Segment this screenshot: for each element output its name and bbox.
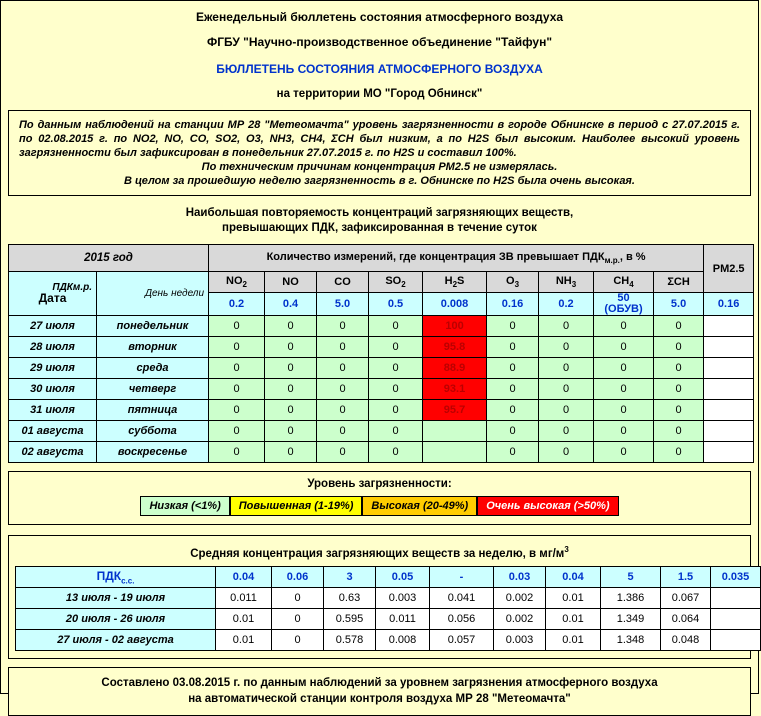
table2-title: Средняя концентрация загрязняющих веществ за неделю, в $мг/м^3$ xyxy=(190,545,569,560)
cell-o3: 0 xyxy=(487,337,539,358)
cell-co: 0 xyxy=(317,337,369,358)
cell-h2s: 93.1 xyxy=(423,379,487,400)
cell-h2s: 100 xyxy=(423,316,487,337)
cell-o3: 0.002 xyxy=(494,587,546,608)
pdk-value-pm25: 0.16 xyxy=(704,293,754,316)
intro-box xyxy=(8,110,751,196)
page-title: БЮЛЛЕТЕНЬ СОСТОЯНИЯ АТМОСФЕРНОГО ВОЗДУХА xyxy=(216,62,543,76)
pdk-value-no: 0.4 xyxy=(265,293,317,316)
row-date: 27 июля xyxy=(9,316,97,337)
cell-no2: 0 xyxy=(209,421,265,442)
cell-nh3: 0 xyxy=(539,379,594,400)
date-header-cell xyxy=(9,272,97,316)
cell-no: 0 xyxy=(265,421,317,442)
cell-no2: 0 xyxy=(209,337,265,358)
cell-nh3: 0 xyxy=(539,421,594,442)
cell-co: 0 xyxy=(317,358,369,379)
legend-items xyxy=(9,496,750,516)
row-date: 30 июля xyxy=(9,379,97,400)
table-row xyxy=(9,379,754,400)
cell-no2: 0.01 xyxy=(216,608,272,629)
cell-sch: 0 xyxy=(654,337,704,358)
row-period: 27 июля - 02 августа xyxy=(16,629,216,650)
table-row xyxy=(16,608,761,629)
cell-nh3: 0 xyxy=(539,358,594,379)
legend-item-high: Высокая (20-49%) xyxy=(362,496,477,516)
cell-co: 0 xyxy=(317,316,369,337)
cell-ch4: 0 xyxy=(594,337,654,358)
cell-no: 0 xyxy=(265,400,317,421)
cell-ch4: 0 xyxy=(594,316,654,337)
dayweek-header-cell xyxy=(97,272,209,316)
cell-pm25 xyxy=(711,629,761,650)
col-header-ch4: $CH_4$ xyxy=(594,272,654,293)
cell-pm25 xyxy=(704,421,754,442)
col-header-sch: ΣCH xyxy=(654,272,704,293)
row-day: четверг xyxy=(97,379,209,400)
subtitle-line-1: Наибольшая повторяемость концентраций загрязняющих веществ, xyxy=(185,207,574,219)
intro-paragraph-1: По данным наблюдений на станции МР 28 "Метеомачта" уровень загрязненности в городе Обнинске в период с 27.07.2015 г. по 02.08.2015 г. по NO2, NO, CO, SO2, O3, NH3, CH4, ΣCH был низким, а по H2S был высоким. Наиболее высокий уровень загрязненности был зафиксирован в понедельник 27.07.2015 г. по H2S и составил 100%. xyxy=(19,119,740,159)
cell-o3: 0 xyxy=(487,400,539,421)
date-label: Дата xyxy=(38,291,67,305)
document-header xyxy=(1,1,758,100)
col-header-no: NO xyxy=(265,272,317,293)
avg-pdk-sch: 1.5 xyxy=(661,566,711,587)
cell-pm25 xyxy=(704,400,754,421)
legend-item-low: Низкая (<1%) xyxy=(140,496,229,516)
footer-line-1: Составлено 03.08.2015 г. по данным наблюдений за уровнем загрязнения атмосферного воздуха xyxy=(101,676,658,689)
cell-pm25 xyxy=(704,316,754,337)
row-date: 01 августа xyxy=(9,421,97,442)
subtitle-line-2: превышающих ПДК, зафиксированная в течение суток xyxy=(222,222,537,234)
average-concentration-section xyxy=(8,535,751,659)
row-day: воскресенье xyxy=(97,442,209,463)
cell-sch: 0 xyxy=(654,358,704,379)
cell-sch: 0 xyxy=(654,421,704,442)
cell-no2: 0 xyxy=(209,379,265,400)
row-period: 20 июля - 26 июля xyxy=(16,608,216,629)
cell-o3: 0 xyxy=(487,442,539,463)
average-concentration-table xyxy=(15,566,761,651)
cell-h2s: 0.057 xyxy=(430,629,494,650)
header-line-4: на территории МО "Город Обнинск" xyxy=(276,88,483,100)
cell-nh3: 0.01 xyxy=(546,587,601,608)
table-row xyxy=(9,358,754,379)
cell-no2: 0 xyxy=(209,442,265,463)
pdk-value-no2: 0.2 xyxy=(209,293,265,316)
pdk-value-nh3: 0.2 xyxy=(539,293,594,316)
footer-box xyxy=(8,667,751,716)
cell-ch4: 0 xyxy=(594,400,654,421)
legend-title: Уровень загрязненности: xyxy=(307,478,452,490)
cell-co: 0.595 xyxy=(324,608,376,629)
cell-pm25 xyxy=(704,358,754,379)
cell-no2: 0.01 xyxy=(216,629,272,650)
cell-co: 0.578 xyxy=(324,629,376,650)
avg-pdk-h2s: - xyxy=(430,566,494,587)
row-period: 13 июля - 19 июля xyxy=(16,587,216,608)
col-header-no2: $NO_2$ xyxy=(209,272,265,293)
cell-so2: 0 xyxy=(369,400,423,421)
avg-pdk-co: 3 xyxy=(324,566,376,587)
cell-o3: 0 xyxy=(487,316,539,337)
row-day: суббота xyxy=(97,421,209,442)
dayweek-label: День недели xyxy=(144,288,205,299)
cell-ch4: 1.349 xyxy=(601,608,661,629)
legend-box xyxy=(8,471,751,525)
cell-o3: 0.003 xyxy=(494,629,546,650)
cell-co: 0.63 xyxy=(324,587,376,608)
avg-pdk-no2: 0.04 xyxy=(216,566,272,587)
row-date: 28 июля xyxy=(9,337,97,358)
cell-co: 0 xyxy=(317,400,369,421)
cell-so2: 0 xyxy=(369,358,423,379)
table-row xyxy=(16,587,761,608)
cell-o3: 0 xyxy=(487,379,539,400)
cell-so2: 0 xyxy=(369,337,423,358)
cell-no: 0 xyxy=(265,379,317,400)
cell-nh3: 0 xyxy=(539,442,594,463)
cell-so2: 0 xyxy=(369,442,423,463)
avg-pdk-so2: 0.05 xyxy=(376,566,430,587)
col-header-pm25: PM2.5 xyxy=(704,245,754,293)
cell-pm25 xyxy=(711,608,761,629)
cell-nh3: 0.01 xyxy=(546,608,601,629)
table-row xyxy=(9,400,754,421)
row-date: 02 августа xyxy=(9,442,97,463)
table-row xyxy=(9,421,754,442)
cell-sch: 0 xyxy=(654,379,704,400)
frequency-table xyxy=(8,244,754,463)
col-header-o3: $O_3$ xyxy=(487,272,539,293)
row-day: пятница xyxy=(97,400,209,421)
cell-sch: 0.067 xyxy=(661,587,711,608)
cell-so2: 0 xyxy=(369,316,423,337)
pdk-value-so2: 0.5 xyxy=(369,293,423,316)
cell-no: 0 xyxy=(265,316,317,337)
row-date: 31 июля xyxy=(9,400,97,421)
cell-no2: 0 xyxy=(209,400,265,421)
table-row xyxy=(9,316,754,337)
avg-pdk-pm25: 0.035 xyxy=(711,566,761,587)
cell-h2s: 0.056 xyxy=(430,608,494,629)
cell-pm25 xyxy=(704,337,754,358)
cell-ch4: 1.348 xyxy=(601,629,661,650)
cell-nh3: 0.01 xyxy=(546,629,601,650)
cell-so2: 0.003 xyxy=(376,587,430,608)
cell-h2s: 95.7 xyxy=(423,400,487,421)
cell-no2: 0 xyxy=(209,358,265,379)
cell-h2s xyxy=(423,421,487,442)
cell-h2s: 0.041 xyxy=(430,587,494,608)
cell-sch: 0 xyxy=(654,400,704,421)
cell-sch: 0 xyxy=(654,316,704,337)
cell-pm25 xyxy=(704,379,754,400)
section-subtitle xyxy=(1,196,758,244)
span-header-cell: Количество измерений, где концентрация ЗВ превышает $ПДК_{м.р.}$, в % xyxy=(209,245,704,272)
cell-ch4: 0 xyxy=(594,442,654,463)
row-day: понедельник xyxy=(97,316,209,337)
cell-sch: 0 xyxy=(654,442,704,463)
row-day: среда xyxy=(97,358,209,379)
cell-no2: 0.011 xyxy=(216,587,272,608)
cell-ch4: 0 xyxy=(594,358,654,379)
cell-h2s xyxy=(423,442,487,463)
cell-h2s: 95.8 xyxy=(423,337,487,358)
avg-pdk-no: 0.06 xyxy=(272,566,324,587)
year-label-cell: 2015 год xyxy=(9,245,209,272)
cell-pm25 xyxy=(704,442,754,463)
cell-so2: 0.008 xyxy=(376,629,430,650)
intro-paragraph-2: По техническим причинам концентрация РМ2.5 не измерялась. xyxy=(201,161,558,173)
header-line-1: Еженедельный бюллетень состояния атмосферного воздуха xyxy=(195,10,564,24)
cell-o3: 0 xyxy=(487,421,539,442)
cell-co: 0 xyxy=(317,442,369,463)
cell-nh3: 0 xyxy=(539,400,594,421)
cell-nh3: 0 xyxy=(539,316,594,337)
cell-no: 0 xyxy=(272,587,324,608)
cell-co: 0 xyxy=(317,379,369,400)
cell-o3: 0.002 xyxy=(494,608,546,629)
cell-so2: 0.011 xyxy=(376,608,430,629)
pdk-value-co: 5.0 xyxy=(317,293,369,316)
intro-paragraph-3: В целом за прошедшую неделю загрязненность в г. Обнинске по H2S была очень высокая. xyxy=(124,175,635,187)
cell-no: 0 xyxy=(272,608,324,629)
pdk-value-o3: 0.16 xyxy=(487,293,539,316)
cell-no: 0 xyxy=(265,442,317,463)
avg-pdk-o3: 0.03 xyxy=(494,566,546,587)
row-day: вторник xyxy=(97,337,209,358)
table-row xyxy=(16,629,761,650)
cell-no2: 0 xyxy=(209,316,265,337)
cell-o3: 0 xyxy=(487,358,539,379)
cell-no: 0 xyxy=(265,337,317,358)
cell-sch: 0.064 xyxy=(661,608,711,629)
pdk-mr-label: ПДКм.р. xyxy=(52,282,92,293)
cell-sch: 0.048 xyxy=(661,629,711,650)
footer-line-2: на автоматической станции контроля воздуха МР 28 "Метеомачта" xyxy=(188,692,571,705)
col-header-nh3: $NH_3$ xyxy=(539,272,594,293)
cell-no: 0 xyxy=(272,629,324,650)
pdk-value-sch: 5.0 xyxy=(654,293,704,316)
col-header-co: CO xyxy=(317,272,369,293)
col-header-so2: $SO_2$ xyxy=(369,272,423,293)
row-date: 29 июля xyxy=(9,358,97,379)
cell-no: 0 xyxy=(265,358,317,379)
avg-pdk-nh3: 0.04 xyxy=(546,566,601,587)
table-row xyxy=(9,337,754,358)
cell-nh3: 0 xyxy=(539,337,594,358)
cell-co: 0 xyxy=(317,421,369,442)
cell-h2s: 88.9 xyxy=(423,358,487,379)
legend-item-elevated: Повышенная (1-19%) xyxy=(230,496,363,516)
cell-so2: 0 xyxy=(369,421,423,442)
cell-pm25 xyxy=(711,587,761,608)
cell-ch4: 1.386 xyxy=(601,587,661,608)
cell-ch4: 0 xyxy=(594,379,654,400)
cell-ch4: 0 xyxy=(594,421,654,442)
pdk-value-h2s: 0.008 xyxy=(423,293,487,316)
header-line-2: ФГБУ "Научно-производственное объединение "Тайфун" xyxy=(206,35,553,49)
table-row xyxy=(9,442,754,463)
pdk-value-ch4: 50 (ОБУВ) xyxy=(594,293,654,316)
avg-pdk-ch4: 5 xyxy=(601,566,661,587)
col-header-h2s: $H_2S$ xyxy=(423,272,487,293)
cell-so2: 0 xyxy=(369,379,423,400)
pdk-ss-label: $ПДК_{с.с.}$ xyxy=(16,566,216,587)
legend-item-veryhigh: Очень высокая (>50%) xyxy=(477,496,618,516)
